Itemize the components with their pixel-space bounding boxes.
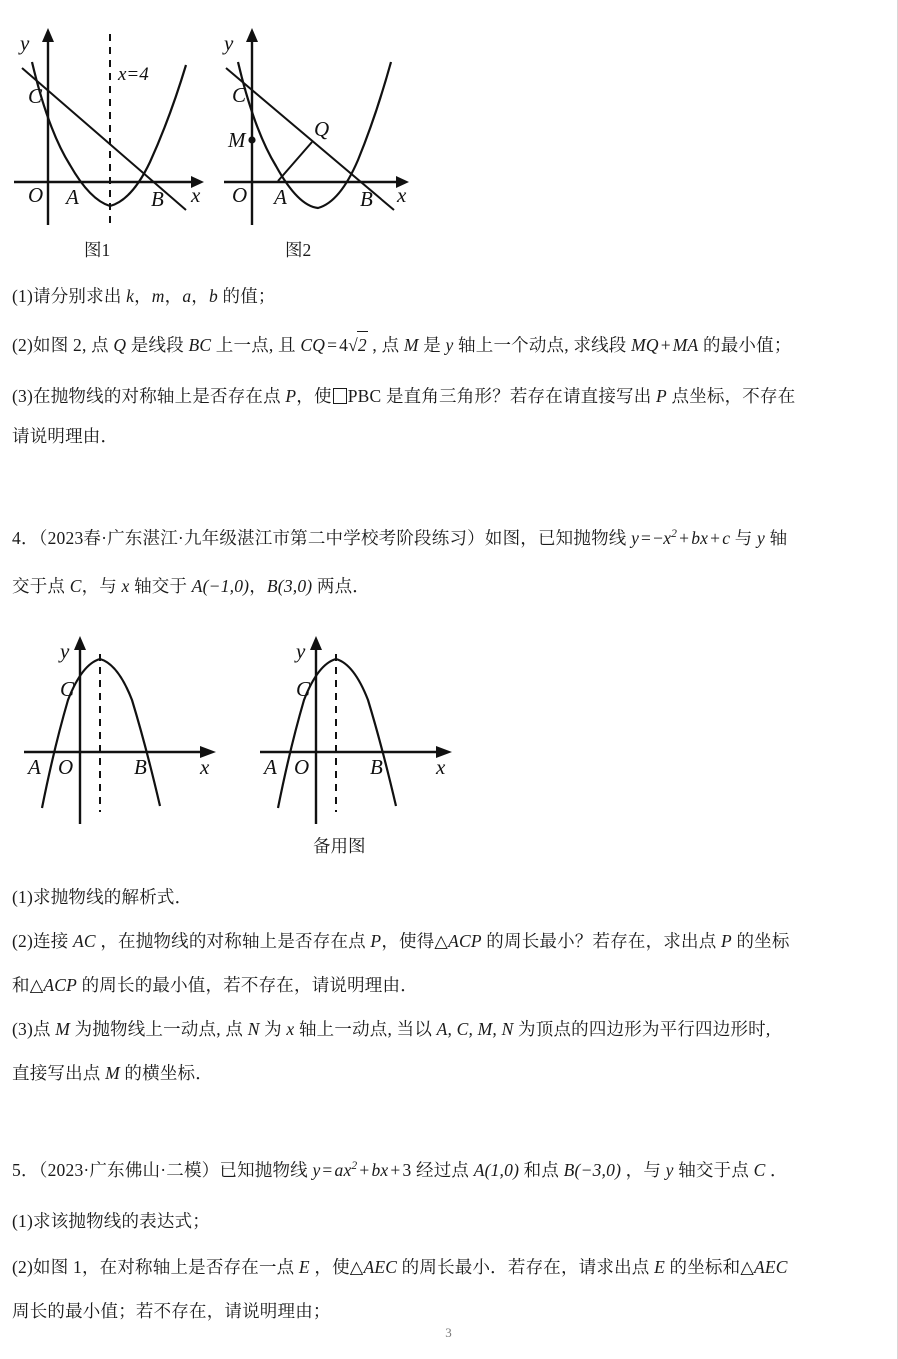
p3i3-var-p: P [285,386,297,406]
p3i3-c: 是直角三角形？若存在请直接写出 [381,386,657,406]
label-O: O [232,183,248,207]
p4i2-ac: AC [73,931,96,951]
figure-4-svg [256,628,476,824]
label-x: x [191,183,201,207]
p3i2-var-mq: MQ [631,335,659,355]
p5-y: y [665,1160,674,1180]
segment-aq [278,142,312,181]
problem3-figure-2 [218,10,418,225]
p4i3-m: M [55,1019,71,1039]
p5-e: 轴交于点 [673,1160,754,1180]
problem5-item-2-line1 [12,1254,788,1280]
p5-eq-eq: = [322,1160,333,1180]
p4-eq-plus1: + [679,528,690,548]
problem3-item-3-line1 [12,383,795,409]
label-y: y [60,639,70,663]
p4i3-marker: (3) [12,1019,34,1039]
p3i2-eq: = [327,335,338,355]
label-A: A [28,755,41,779]
p3i2-coef: 4 [339,335,349,355]
p4i2-l2a: 和△ [12,975,44,995]
p4i2-acp: ACP [448,931,482,951]
p5-eq-sup: 2 [351,1160,358,1173]
p4-l2-a: 交于点 [12,576,70,596]
p4i2-d: 的周长最小？若存在，求出点 [481,931,721,951]
problem5-item-1: (1)求该抛物线的表达式； [12,1211,211,1231]
problem4-stem-b: 与 [730,528,758,548]
point-M-dot [248,136,255,143]
p5-d: ，与 [621,1160,666,1180]
p5i2-marker: (2) [12,1257,34,1277]
p3i2-var-y: y [445,335,454,355]
label-y: y [20,31,30,55]
p5-eq-ax: ax [334,1160,352,1180]
problem3-item-2 [12,331,792,358]
y-axis-arrow [74,636,86,650]
p5i2-c: 的周长最小．若存在，请求出点 [397,1257,655,1277]
problem4-figure-2 [256,628,476,824]
label-B: B [370,755,383,779]
problem4-stem-y: y [757,528,766,548]
p4-eq-neg: − [653,528,664,548]
p3i3-a: 在抛物线的对称轴上是否存在点 [33,386,286,406]
label-O: O [294,755,310,779]
problem5-item-2-line2: 周长的最小值；若不存在，请说明理由； [12,1301,331,1321]
p3i2-var-ma: MA [672,335,699,355]
p5-b: 经过点 [411,1160,474,1180]
label-Q: Q [314,117,330,141]
p5i2-d: 的坐标和△ [664,1257,754,1277]
p4-eq-bx: bx [691,528,709,548]
p4i3-l2a: 直接写出点 [12,1063,106,1083]
label-O: O [28,183,44,207]
problem3-item-1-var-m: m [151,286,165,306]
label-C: C [28,84,43,108]
problem3-item-1-var-b: b [208,286,218,306]
p5-c: 和点 [519,1160,564,1180]
p5-a: 已知抛物线 [219,1160,313,1180]
comma2: ， [164,286,183,306]
p5-eq-plus2: + [390,1160,401,1180]
p4i2-p2: P [720,931,732,951]
label-M: M [228,128,246,152]
problem5-number: 5 [12,1160,21,1180]
p4i2-marker: (2) [12,931,34,951]
comma3: ， [191,286,209,306]
p4i3-n: N [247,1019,260,1039]
label-x: x [397,183,407,207]
problem3-item-1-var-k: k [126,286,135,306]
p3i2-c: 上一点, 且 [211,335,301,355]
p4i2-a: 连接 [33,931,73,951]
p4i3-l2-m: M [105,1063,120,1083]
p4i3-x: x [286,1019,295,1039]
p4-l2-d: ， [249,576,267,596]
p5-eq-y: y [312,1160,321,1180]
problem4-stem-a: 如图，已知抛物线 [484,528,632,548]
p4-eq-sup: 2 [671,528,678,541]
p4-eq-plus2: + [710,528,721,548]
sqrt-glyph [348,331,368,358]
p5i2-a: 如图 1，在对称轴上是否存在一点 [33,1257,299,1277]
problem4-stem-c: 轴 [765,528,788,548]
problem5-stem [12,1157,788,1183]
label-O: O [58,755,74,779]
p4i3-c: 为 [259,1019,287,1039]
y-axis-arrow [310,636,322,650]
problem4-figure-1 [20,628,240,824]
p4i3-e: 为顶点的四边形为平行四边形时, [513,1019,771,1039]
p3i2-var-cq: CQ [300,335,326,355]
p3i2-var-q: Q [113,335,127,355]
problem3-item-2-marker: (2) [12,335,34,355]
p5-C: C [753,1160,766,1180]
page-number: 3 [445,1325,452,1340]
problem4-item-3-line2 [12,1060,213,1086]
p3i3-b: ，使 [296,386,332,406]
label-B: B [151,187,164,211]
p5-A: A(1,0) [473,1160,520,1180]
problem4-item-3-line1 [12,1016,770,1042]
p4i2-p: P [370,931,382,951]
p3i2-f: 轴上一个动点, 求线段 [453,335,632,355]
label-A: A [274,185,287,209]
p3i2-d: , 点 [367,335,404,355]
problem3-figure-1-caption: 图1 [84,240,111,260]
problem3-item-1-marker: (1) [12,286,34,306]
p5i2-aec: AEC [363,1257,398,1277]
problem4-stem-line2 [12,573,370,599]
p3i2-e: 是 [418,335,446,355]
p4i3-l2b: 的横坐标． [119,1063,213,1083]
problem5-dot: ． [20,1160,39,1180]
label-x: x [200,755,210,779]
radical-sign: √ [348,335,358,355]
p5-eq-bx: bx [371,1160,389,1180]
p4-eq-eq: = [641,528,652,548]
figure-1-svg [8,10,213,225]
label-x: x [436,755,446,779]
p4-l2-b: ，与 [81,576,122,596]
p4-l2-x: x [121,576,130,596]
label-B: B [360,187,373,211]
p4-eq-c: c [722,528,731,548]
problem5-source: （2023·广东佛山·二模） [38,1160,220,1180]
p4i2-b: ，在抛物线的对称轴上是否存在点 [95,931,371,951]
comma1: ， [134,286,152,306]
p4-l2-c: 轴交于 [129,576,192,596]
label-B: B [134,755,147,779]
label-A: A [264,755,277,779]
label-C: C [232,83,247,107]
p5-eq-plus1: + [359,1160,370,1180]
p4-eq-x: x [663,528,672,548]
p3i2-a: 如图 2, 点 [33,335,114,355]
p4-l2-C: C [69,576,82,596]
p4-l2-e: 两点． [312,576,371,596]
p4i2-e: 的坐标 [731,931,790,951]
label-x-equals-4: x=4 [118,64,149,85]
problem4-dot: ． [20,528,39,548]
p3i3-d: 点坐标，不存在 [666,386,796,406]
problem3-item-3-line2: 请说明理由． [12,426,119,446]
problem3-figure-2-caption: 图2 [285,240,312,260]
p5i2-e2: E [654,1257,665,1277]
p3i2-var-m: M [403,335,419,355]
p4-eq-y: y [631,528,640,548]
problem4-source: （2023春·广东湛江·九年级湛江市第二中学校考阶段练习） [38,528,485,548]
p4i2-l2-acp: ACP [43,975,78,995]
p5i2-e: E [298,1257,310,1277]
label-y: y [296,639,306,663]
p4i2-l2b: 的周长的最小值，若不存在，请说明理由． [77,975,418,995]
radicand: 2 [357,331,368,358]
p3i2-plus: + [660,335,671,355]
figure-3-svg [20,628,240,824]
parabola-curve [32,62,186,206]
figure-2-svg [218,10,418,225]
p3i3-pbc: PBC [347,386,382,406]
label-C: C [296,677,311,701]
problem4-number: 4 [12,528,21,548]
problem3-item-1 [12,283,276,309]
label-A: A [66,185,79,209]
problem3-figure-1 [8,10,213,225]
label-y: y [224,31,234,55]
label-C: C [60,677,75,701]
missing-glyph-box [333,388,347,404]
y-axis-arrow [42,28,54,42]
p3i2-g: 的最小值； [698,335,792,355]
p3i3-var-p2: P [656,386,667,406]
p5-eq-three: 3 [402,1160,412,1180]
problem4-item-1: (1)求抛物线的解析式． [12,887,193,907]
problem3-item-1-text-after: 的值； [217,286,276,306]
y-axis-arrow [246,28,258,42]
problem3-item-1-var-a: a [182,286,192,306]
p4i3-acmn: A, C, M, N [436,1019,514,1039]
p5i2-b: ，使△ [309,1257,364,1277]
problem3-item-1-text-before: 请分别求出 [33,286,127,306]
p4i2-c: ，使得△ [381,931,449,951]
problem4-figure-2-caption: 备用图 [313,836,366,856]
p3i2-b: 是线段 [126,335,189,355]
p4-l2-A: A(−1,0) [191,576,250,596]
p5-B: B(−3,0) [563,1160,622,1180]
problem4-stem-line1 [12,525,787,551]
p5i2-aec2: AEC [754,1257,788,1277]
p4i3-a: 点 [33,1019,56,1039]
p3i2-var-bc: BC [188,335,212,355]
problem3-item-3-marker: (3) [12,386,34,406]
p5-f: ． [765,1160,788,1180]
problem4-item-2-line2 [12,972,418,998]
p4i3-d: 轴上一动点, 当以 [294,1019,437,1039]
problem4-item-2-line1 [12,928,790,954]
p4i3-b: 为抛物线上一动点, 点 [70,1019,248,1039]
p4-l2-B: B(3,0) [266,576,313,596]
